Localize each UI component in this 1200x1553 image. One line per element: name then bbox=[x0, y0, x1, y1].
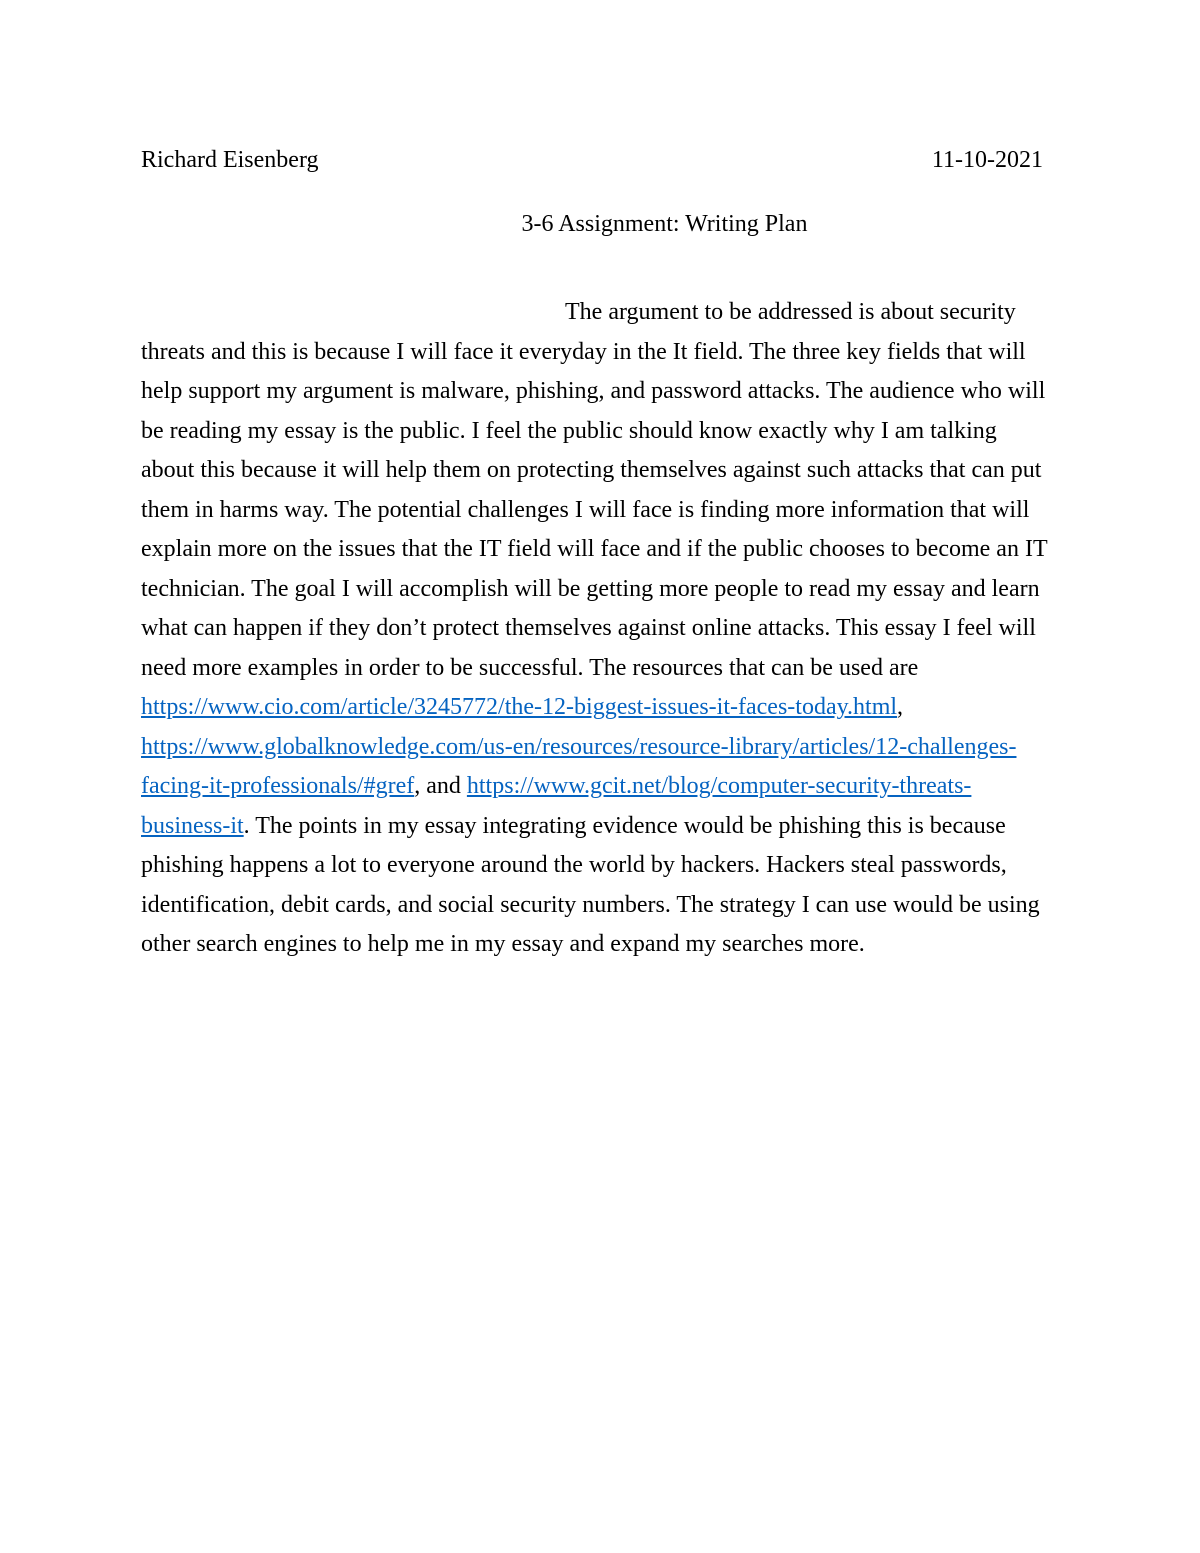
document-header bbox=[141, 140, 1043, 180]
resource-link-cio[interactable]: https://www.cio.com/article/3245772/the-12-biggest-issues-it-faces-today.html bbox=[141, 694, 898, 720]
body-text-part-1: The argument to be addressed is about security threats and this is because I will face it everyday in the It field. The three key fields that will help support my argument is malware, phishing, and password attacks. The audience who will be reading my essay is the public. I feel the public should know exactly why I am talking about this because it will help them on protecting themselves against such attacks that can put them in harms way. The potential challenges I will face is finding more information that will explain more on the issues that the IT field will face and if the public chooses to become an IT technician. The goal I will accomplish will be getting more people to read my essay and learn what can happen if they don’t protect themselves against online attacks. This essay I feel will need more examples in order to be successful. The resources that can be used are bbox=[141, 299, 1048, 681]
author-name: Richard Eisenberg bbox=[141, 147, 319, 173]
body-paragraph bbox=[141, 293, 1053, 965]
resource-link-globalknowledge[interactable]: https://www.globalknowledge.com/us-en/resources/resource-library/articles/12-challenges-facing-it-professionals/#gref bbox=[141, 733, 1017, 799]
link-separator-1: , bbox=[897, 694, 904, 720]
assignment-title: 3-6 Assignment: Writing Plan bbox=[521, 211, 808, 237]
link-separator-2: , and bbox=[414, 773, 467, 799]
document-date: 11-10-2021 bbox=[931, 147, 1043, 173]
body-text-part-2: . The points in my essay integrating evidence would be phishing this is because phishing happens a lot to everyone around the world by hackers. Hackers steal passwords, identification, debit cards, and social security numbers. The strategy I can use would be using other search engines to help me in my essay and expand my searches more. bbox=[141, 812, 1040, 957]
resource-link-gcit[interactable]: https://www.gcit.net/blog/computer-security-threats-business-it bbox=[141, 773, 972, 839]
